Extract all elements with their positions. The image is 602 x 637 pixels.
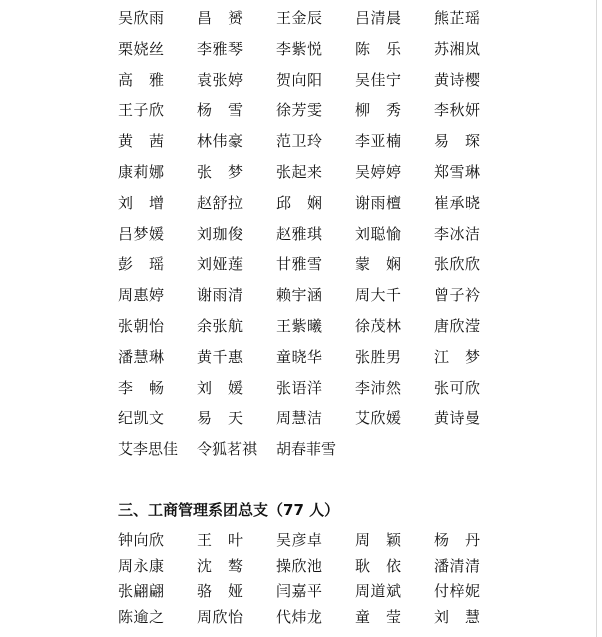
member-name: 沈 骜 [197, 556, 243, 575]
name-row [0, 252, 602, 276]
member-name: 彭 瑶 [118, 255, 164, 274]
name-row [0, 554, 602, 578]
member-name: 李亚楠 [355, 132, 401, 151]
member-name: 周永康 [118, 556, 164, 575]
name-row [0, 314, 602, 338]
member-name: 赵舒拉 [197, 193, 243, 212]
member-name: 吴欣雨 [118, 9, 164, 27]
member-name: 周大千 [355, 286, 401, 305]
member-name: 江 梦 [434, 347, 480, 366]
name-row [0, 222, 602, 246]
member-name: 艾欣媛 [355, 409, 401, 428]
member-name: 范卫玲 [276, 132, 322, 151]
member-name: 骆 娅 [197, 582, 243, 600]
member-name: 周道斌 [355, 582, 401, 600]
member-name: 艾李思佳 [118, 440, 179, 459]
name-row [0, 605, 602, 629]
member-name: 康莉娜 [118, 163, 164, 181]
member-name: 贺向阳 [276, 70, 322, 89]
member-name: 赖宇涵 [276, 286, 322, 305]
member-name: 黄千惠 [197, 347, 243, 366]
member-name: 张 梦 [197, 163, 243, 181]
member-name: 张胜男 [355, 347, 401, 366]
member-name: 周慧洁 [276, 409, 322, 428]
name-row [0, 437, 602, 461]
name-row [0, 579, 602, 603]
member-name: 耿 依 [355, 556, 401, 575]
member-name: 陈 乐 [355, 39, 401, 58]
member-name: 柳 秀 [355, 101, 401, 120]
member-name: 苏湘岚 [434, 39, 480, 58]
name-row [0, 345, 602, 369]
member-name: 张起来 [276, 163, 322, 181]
member-name: 高 雅 [118, 70, 164, 89]
member-name: 周惠婷 [118, 286, 164, 305]
member-name: 郑雪琳 [434, 163, 480, 181]
name-row [0, 191, 602, 215]
member-name: 张语洋 [276, 378, 322, 397]
member-name: 蒙 娴 [355, 255, 401, 274]
name-row [0, 283, 602, 307]
member-name: 周欣怡 [197, 607, 243, 626]
member-name: 钟向欣 [118, 531, 164, 549]
member-name: 徐茂林 [355, 317, 401, 335]
member-name: 刘珈俊 [197, 224, 243, 243]
member-name: 刘 媛 [197, 378, 243, 397]
member-name: 杨 雪 [197, 101, 243, 120]
member-name: 刘聪愉 [355, 224, 401, 243]
member-name: 操欣池 [276, 556, 322, 575]
member-name: 唐欣滢 [434, 317, 480, 335]
member-name: 胡春菲雪 [276, 440, 337, 459]
member-name: 吕梦媛 [118, 224, 164, 243]
name-row [0, 129, 602, 153]
member-name: 谢雨清 [197, 286, 243, 305]
name-row [0, 98, 602, 122]
name-row [0, 406, 602, 430]
member-name: 王金辰 [276, 9, 322, 27]
member-name: 曾子衿 [434, 286, 480, 305]
member-name: 易 天 [197, 409, 243, 428]
member-name: 李秋妍 [434, 101, 480, 120]
member-name: 童晓华 [276, 347, 322, 366]
member-name: 熊芷瑶 [434, 9, 480, 27]
name-row [0, 68, 602, 92]
member-name: 代炜龙 [276, 607, 322, 626]
member-name: 张朝怡 [118, 317, 164, 335]
member-name: 李紫悦 [276, 39, 322, 58]
member-name: 昌 赟 [197, 9, 243, 27]
member-name: 吴彦卓 [276, 531, 322, 549]
member-name: 吕清晨 [355, 9, 401, 27]
member-name: 徐芳雯 [276, 101, 322, 120]
member-name: 黄诗曼 [434, 409, 480, 428]
member-name: 李冰洁 [434, 224, 480, 243]
member-name: 黄 茜 [118, 132, 164, 151]
member-name: 崔承晓 [434, 193, 480, 212]
member-name: 甘雅雪 [276, 255, 322, 274]
member-name: 吴佳宁 [355, 70, 401, 89]
member-name: 李 畅 [118, 378, 164, 397]
member-name: 童 莹 [355, 607, 401, 626]
member-name: 闫嘉平 [276, 582, 322, 600]
name-row [0, 376, 602, 400]
member-name: 王紫曦 [276, 317, 322, 335]
name-row [0, 6, 602, 30]
member-name: 黄诗樱 [434, 70, 480, 89]
member-name: 林伟豪 [197, 132, 243, 151]
member-name: 刘娅莲 [197, 255, 243, 274]
member-name: 付梓妮 [434, 582, 480, 600]
member-name: 张翩翩 [118, 582, 164, 600]
member-name: 李雅琴 [197, 39, 243, 58]
member-name: 令狐茗祺 [197, 440, 258, 459]
member-name: 周 颖 [355, 531, 401, 549]
name-row [0, 37, 602, 61]
member-name: 谢雨檀 [355, 193, 401, 212]
member-name: 易 琛 [434, 132, 480, 151]
member-name: 潘清清 [434, 556, 480, 575]
member-name: 刘 增 [118, 193, 164, 212]
member-name: 杨 丹 [434, 531, 480, 549]
member-name: 王 叶 [197, 531, 243, 549]
member-name: 吴婷婷 [355, 163, 401, 181]
member-name: 赵雅琪 [276, 224, 322, 243]
member-name: 袁张婷 [197, 70, 243, 89]
member-name: 余张航 [197, 317, 243, 335]
member-name: 陈逾之 [118, 607, 164, 626]
name-row [0, 160, 602, 184]
member-name: 邱 娴 [276, 193, 322, 212]
member-name: 栗娆丝 [118, 39, 164, 58]
name-row [0, 528, 602, 552]
member-name: 王子欣 [118, 101, 164, 120]
member-name: 刘 慧 [434, 607, 480, 626]
section-3-heading: 三、工商管理系团总支（77 人） [118, 501, 340, 519]
member-name: 李沛然 [355, 378, 401, 397]
member-name: 张欣欣 [434, 255, 480, 274]
member-name: 潘慧琳 [118, 347, 164, 366]
member-name: 纪凯文 [118, 409, 164, 428]
member-name: 张可欣 [434, 378, 480, 397]
